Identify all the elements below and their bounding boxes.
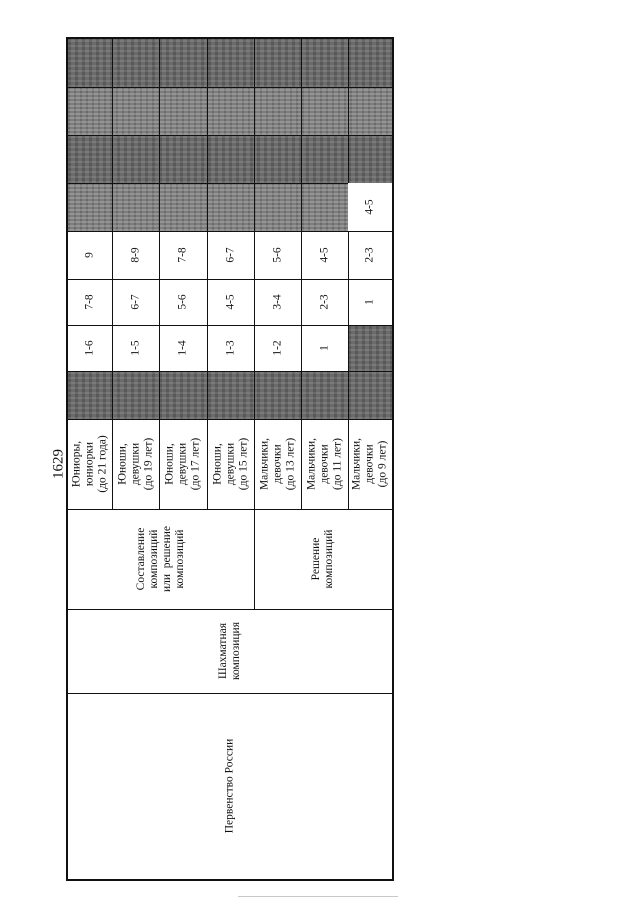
shaded-cell-u9 xyxy=(348,325,392,371)
value-cell: 6-7 xyxy=(224,247,236,263)
value-cell: 1 xyxy=(363,299,376,305)
value-cell: 2-3 xyxy=(363,247,376,263)
grid-line xyxy=(68,87,392,88)
value-cell: 1-5 xyxy=(129,340,141,356)
age-group-cell: Юноши, девушки (до 17 лет) xyxy=(163,437,202,491)
ranking-table xyxy=(66,37,394,881)
age-group-cell: Юноши, девушки (до 15 лет) xyxy=(211,437,249,491)
shaded-column-3 xyxy=(68,135,392,183)
value-cell: 1 xyxy=(318,345,330,351)
page-number-text: 1629 xyxy=(50,449,67,479)
value-cell: 4-5 xyxy=(224,294,236,310)
value-cell: 5-6 xyxy=(271,247,283,263)
shaded-column-4 xyxy=(68,183,348,231)
value-cell: 7-8 xyxy=(176,247,189,263)
age-group-cell: Мальчики, девочки (до 9 лет) xyxy=(350,437,389,491)
discipline-cell: Шахматная композиция xyxy=(217,621,242,681)
shaded-column-2 xyxy=(68,87,392,135)
value-cell: 4-5 xyxy=(348,183,392,231)
value-cell: 1-6 xyxy=(83,340,96,356)
value-cell: 7-8 xyxy=(83,294,96,310)
shaded-column-5 xyxy=(68,371,392,419)
shaded-column-1 xyxy=(68,39,392,87)
grid-line xyxy=(68,135,392,136)
event-name-cell: Первенство России xyxy=(223,738,236,834)
value-cell: 1-4 xyxy=(176,340,189,356)
value-cell: 2-3 xyxy=(318,294,330,310)
grid-line xyxy=(68,371,392,372)
group-header-solving: Решение композиций xyxy=(310,529,335,589)
age-group-cell: Мальчики, девочки (до 13 лет) xyxy=(258,437,296,491)
value-cell: 6-7 xyxy=(129,294,141,310)
scan-artifact-line xyxy=(238,896,398,897)
value-cell: 3-4 xyxy=(271,294,283,310)
value-cell: 1-3 xyxy=(224,340,236,356)
group-header-composing: Составление композиций или решение композиций xyxy=(135,525,186,593)
age-group-cell: Мальчики, девочки (до 11 лет) xyxy=(305,437,343,491)
value-cell: 9 xyxy=(83,252,96,258)
value-cell: 8-9 xyxy=(129,247,141,263)
value-cell: 4-5 xyxy=(318,247,330,263)
grid-line xyxy=(68,183,392,184)
age-group-cell: Юниоры, юниорки (до 21 года) xyxy=(70,435,109,493)
value-cell: 1-2 xyxy=(271,340,283,356)
age-group-cell: Юноши, девушки (до 19 лет) xyxy=(116,437,154,491)
value-cell: 5-6 xyxy=(176,294,189,310)
